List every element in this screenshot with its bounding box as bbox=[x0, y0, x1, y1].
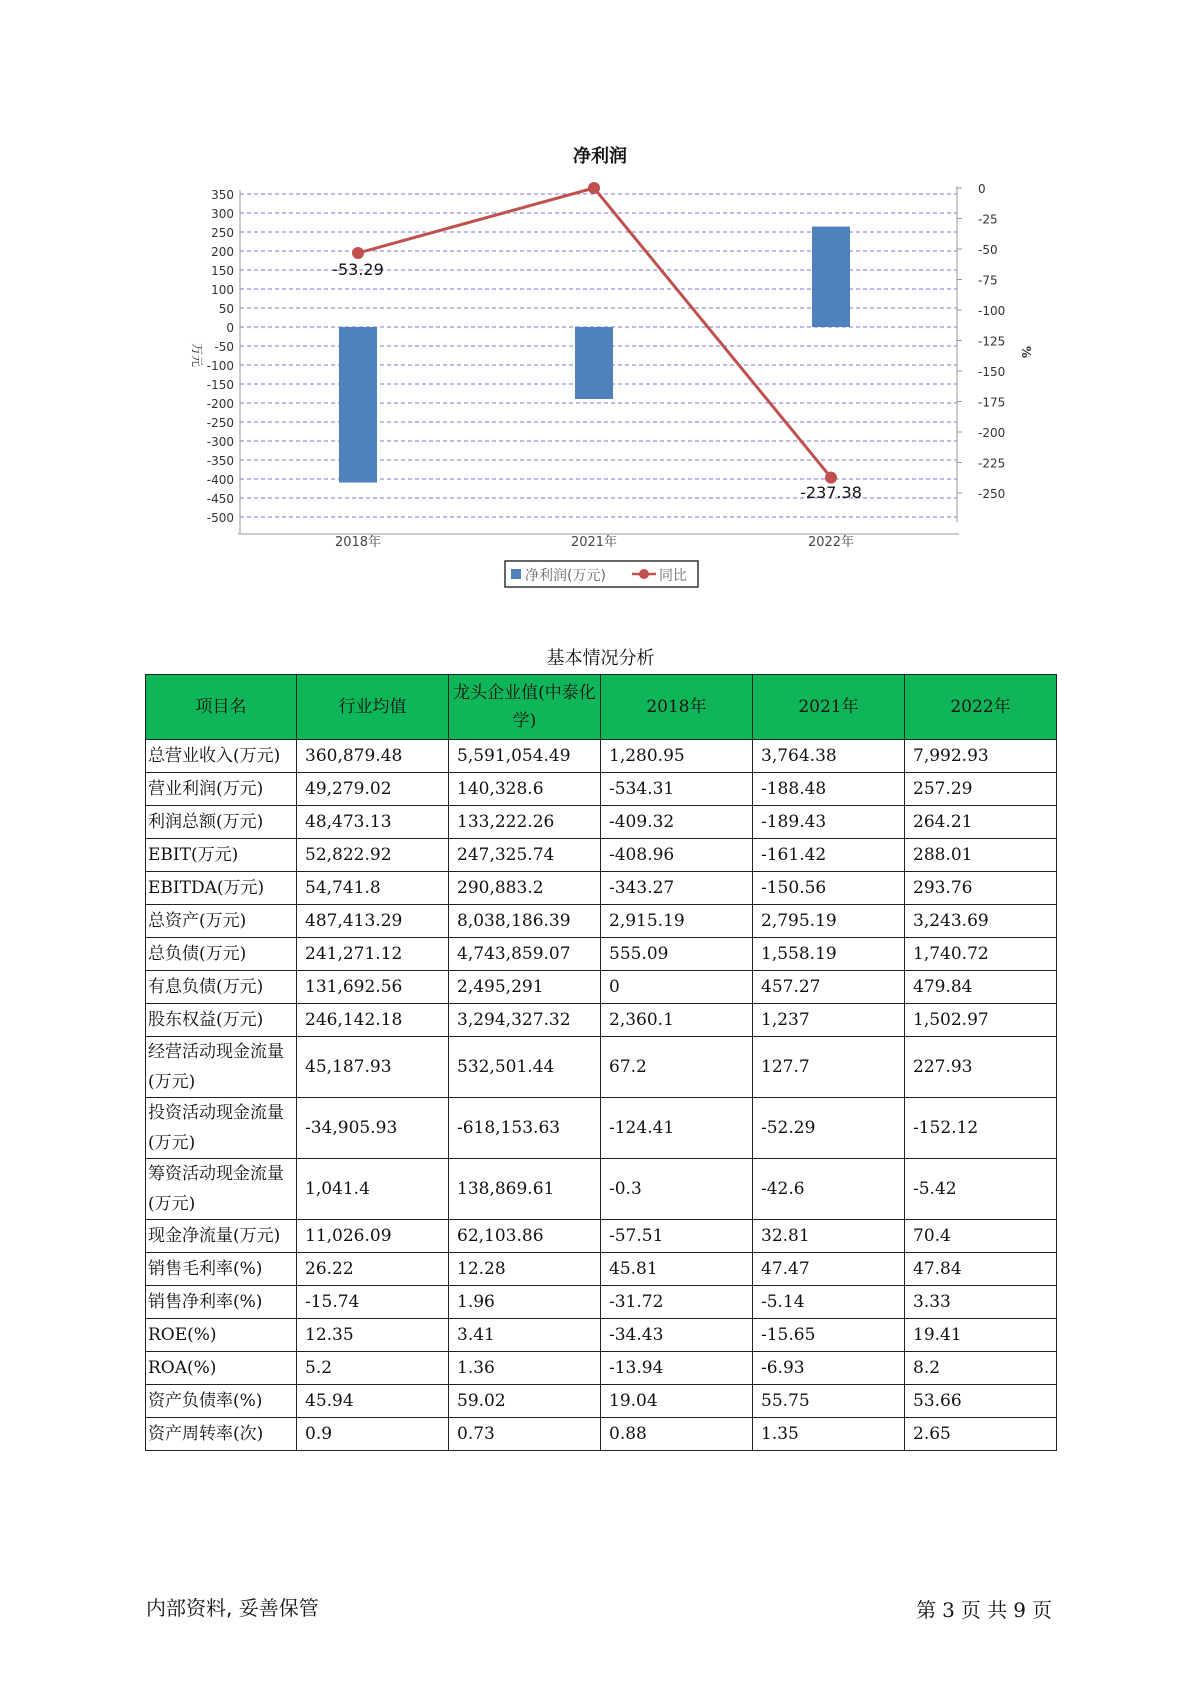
table-cell: -6.93 bbox=[753, 1352, 905, 1385]
y-right-tick-label: -25 bbox=[978, 212, 998, 227]
table-cell: 293.76 bbox=[905, 872, 1057, 905]
table-cell: 70.4 bbox=[905, 1220, 1057, 1253]
y-left-tick-label: -300 bbox=[206, 435, 234, 449]
y-left-tick-label: 300 bbox=[211, 207, 234, 221]
page-prefix: 第 bbox=[916, 1598, 937, 1622]
bar-net-profit bbox=[575, 327, 613, 399]
table-cell: 3.41 bbox=[449, 1319, 601, 1352]
table-cell: 0.9 bbox=[297, 1418, 449, 1451]
y-left-tick-label: 100 bbox=[211, 283, 234, 297]
table-row bbox=[146, 938, 1057, 971]
table-cell: 26.22 bbox=[297, 1253, 449, 1286]
table-cell: -57.51 bbox=[601, 1220, 753, 1253]
row-label: 销售净利率(%) bbox=[146, 1286, 297, 1319]
x-tick-label: 2022年 bbox=[807, 535, 855, 550]
table-cell: 532,501.44 bbox=[449, 1037, 601, 1098]
legend-bar-swatch bbox=[511, 569, 521, 579]
table-cell: 2,495,291 bbox=[449, 971, 601, 1004]
row-label: 资产周转率(次) bbox=[146, 1418, 297, 1451]
row-label: 利润总额(万元) bbox=[146, 806, 297, 839]
row-label: 经营活动现金流量(万元) bbox=[146, 1037, 297, 1098]
table-cell: 5,591,054.49 bbox=[449, 740, 601, 773]
table-cell: 227.93 bbox=[905, 1037, 1057, 1098]
table-row bbox=[146, 1004, 1057, 1037]
table-cell: 131,692.56 bbox=[297, 971, 449, 1004]
y-right-tick-label: -50 bbox=[978, 243, 998, 257]
y-right-tick-label: -100 bbox=[978, 304, 1006, 318]
table-cell: 45,187.93 bbox=[297, 1037, 449, 1098]
table-cell: 3.33 bbox=[905, 1286, 1057, 1319]
table-cell: 487,413.29 bbox=[297, 905, 449, 938]
table-cell: 264.21 bbox=[905, 806, 1057, 839]
table-cell: 7,992.93 bbox=[905, 740, 1057, 773]
bar-net-profit bbox=[812, 227, 850, 327]
table-row bbox=[146, 1286, 1057, 1319]
column-header: 行业均值 bbox=[297, 675, 449, 740]
x-tick-label: 2018年 bbox=[334, 535, 382, 550]
row-label: 销售毛利率(%) bbox=[146, 1253, 297, 1286]
table-cell: -34,905.93 bbox=[297, 1098, 449, 1159]
table-row bbox=[146, 1253, 1057, 1286]
table-cell: 32.81 bbox=[753, 1220, 905, 1253]
table-cell: -188.48 bbox=[753, 773, 905, 806]
row-label: 筹资活动现金流量(万元) bbox=[146, 1159, 297, 1220]
footer-page-number bbox=[913, 1594, 1055, 1623]
table-cell: 1,280.95 bbox=[601, 740, 753, 773]
table-cell: -343.27 bbox=[601, 872, 753, 905]
table-row bbox=[146, 1098, 1057, 1159]
table-cell: 241,271.12 bbox=[297, 938, 449, 971]
column-header: 项目名 bbox=[146, 675, 297, 740]
table-row bbox=[146, 971, 1057, 1004]
table-row bbox=[146, 1352, 1057, 1385]
y-left-tick-label: -50 bbox=[214, 340, 234, 354]
net-profit-chart bbox=[0, 0, 1191, 600]
table-cell: 2,360.1 bbox=[601, 1004, 753, 1037]
table-cell: 2,915.19 bbox=[601, 905, 753, 938]
x-tick-label: 2021年 bbox=[570, 535, 618, 550]
data-label: -237.38 bbox=[800, 483, 862, 502]
y-left-tick-label: 350 bbox=[211, 188, 234, 202]
table-row bbox=[146, 1220, 1057, 1253]
table-cell: -150.56 bbox=[753, 872, 905, 905]
table-cell: 19.41 bbox=[905, 1319, 1057, 1352]
y-right-axis-title: % bbox=[1019, 345, 1033, 359]
table-cell: 54,741.8 bbox=[297, 872, 449, 905]
table-cell: 133,222.26 bbox=[449, 806, 601, 839]
bar-net-profit bbox=[339, 327, 377, 483]
table-cell: -13.94 bbox=[601, 1352, 753, 1385]
table-header-row bbox=[146, 675, 1057, 740]
table-cell: 11,026.09 bbox=[297, 1220, 449, 1253]
table-cell: 45.94 bbox=[297, 1385, 449, 1418]
table-cell: 138,869.61 bbox=[449, 1159, 601, 1220]
y-left-tick-label: -400 bbox=[206, 473, 234, 487]
table-row bbox=[146, 1418, 1057, 1451]
table-cell: -189.43 bbox=[753, 806, 905, 839]
table-cell: 360,879.48 bbox=[297, 740, 449, 773]
table-cell: -124.41 bbox=[601, 1098, 753, 1159]
column-header: 2021年 bbox=[753, 675, 905, 740]
table-cell: 1,740.72 bbox=[905, 938, 1057, 971]
chart-title: 净利润 bbox=[573, 146, 627, 167]
table-cell: 53.66 bbox=[905, 1385, 1057, 1418]
table-cell: -161.42 bbox=[753, 839, 905, 872]
y-left-tick-label: 150 bbox=[211, 264, 234, 278]
row-label: 股东权益(万元) bbox=[146, 1004, 297, 1037]
table-cell: 127.7 bbox=[753, 1037, 905, 1098]
line-yoy-point bbox=[825, 472, 837, 484]
y-left-tick-label: -200 bbox=[206, 397, 234, 411]
table-cell: 247,325.74 bbox=[449, 839, 601, 872]
table-cell: 246,142.18 bbox=[297, 1004, 449, 1037]
y-left-tick-label: -250 bbox=[206, 416, 234, 430]
table-cell: 52,822.92 bbox=[297, 839, 449, 872]
row-label: EBITDA(万元) bbox=[146, 872, 297, 905]
table-cell: -42.6 bbox=[753, 1159, 905, 1220]
y-right-tick-label: -75 bbox=[978, 273, 998, 288]
table-cell: 1.35 bbox=[753, 1418, 905, 1451]
table-cell: 457.27 bbox=[753, 971, 905, 1004]
table-cell: 55.75 bbox=[753, 1385, 905, 1418]
table-cell: -31.72 bbox=[601, 1286, 753, 1319]
y-left-tick-label: 0 bbox=[226, 321, 234, 335]
table-cell: 1.96 bbox=[449, 1286, 601, 1319]
y-right-tick-label: -175 bbox=[978, 395, 1006, 410]
row-label: 总资产(万元) bbox=[146, 905, 297, 938]
table-cell: 1,558.19 bbox=[753, 938, 905, 971]
y-right-tick-label: -125 bbox=[978, 334, 1006, 349]
table-cell: 1,502.97 bbox=[905, 1004, 1057, 1037]
table-cell: 2,795.19 bbox=[753, 905, 905, 938]
table-cell: -618,153.63 bbox=[449, 1098, 601, 1159]
row-label: 投资活动现金流量(万元) bbox=[146, 1098, 297, 1159]
table-cell: 0 bbox=[601, 971, 753, 1004]
table-cell: -409.32 bbox=[601, 806, 753, 839]
row-label: 现金净流量(万元) bbox=[146, 1220, 297, 1253]
table-row bbox=[146, 905, 1057, 938]
row-label: 营业利润(万元) bbox=[146, 773, 297, 806]
y-right-tick-label: -150 bbox=[978, 365, 1006, 379]
page-current: 3 bbox=[942, 1598, 955, 1622]
table-cell: 47.84 bbox=[905, 1253, 1057, 1286]
page-mid: 页 共 bbox=[960, 1598, 1008, 1622]
row-label: ROE(%) bbox=[146, 1319, 297, 1352]
legend-label-yoy: 同比 bbox=[659, 568, 687, 584]
table-cell: 48,473.13 bbox=[297, 806, 449, 839]
table-row bbox=[146, 1159, 1057, 1220]
data-label: -53.29 bbox=[332, 260, 384, 279]
y-left-tick-label: 250 bbox=[211, 226, 234, 240]
y-left-axis-title: 万元 bbox=[190, 342, 204, 368]
table-cell: 4,743,859.07 bbox=[449, 938, 601, 971]
y-left-tick-label: 50 bbox=[218, 302, 234, 316]
column-header: 2018年 bbox=[601, 675, 753, 740]
legend-line-marker bbox=[639, 569, 649, 579]
column-header: 龙头企业值(中泰化学) bbox=[449, 675, 601, 740]
table-cell: 1.36 bbox=[449, 1352, 601, 1385]
table-cell: 59.02 bbox=[449, 1385, 601, 1418]
table-cell: 5.2 bbox=[297, 1352, 449, 1385]
row-label: 总负债(万元) bbox=[146, 938, 297, 971]
table-cell: 12.35 bbox=[297, 1319, 449, 1352]
y-left-tick-label: -350 bbox=[206, 454, 234, 468]
analysis-table bbox=[145, 674, 1057, 1451]
table-cell: 2.65 bbox=[905, 1418, 1057, 1451]
table-cell: 19.04 bbox=[601, 1385, 753, 1418]
y-left-tick-label: -450 bbox=[206, 492, 234, 506]
table-cell: 49,279.02 bbox=[297, 773, 449, 806]
table-cell: -534.31 bbox=[601, 773, 753, 806]
y-right-tick-label: -250 bbox=[978, 487, 1006, 501]
table-cell: -52.29 bbox=[753, 1098, 905, 1159]
table-cell: 8.2 bbox=[905, 1352, 1057, 1385]
table-cell: 47.47 bbox=[753, 1253, 905, 1286]
table-cell: 67.2 bbox=[601, 1037, 753, 1098]
row-label: 资产负债率(%) bbox=[146, 1385, 297, 1418]
table-cell: -5.42 bbox=[905, 1159, 1057, 1220]
row-label: 总营业收入(万元) bbox=[146, 740, 297, 773]
column-header: 2022年 bbox=[905, 675, 1057, 740]
legend-label-net-profit: 净利润(万元) bbox=[525, 568, 606, 584]
table-row bbox=[146, 740, 1057, 773]
line-yoy-point bbox=[588, 182, 600, 194]
table-cell: -152.12 bbox=[905, 1098, 1057, 1159]
table-cell: 288.01 bbox=[905, 839, 1057, 872]
table-cell: -408.96 bbox=[601, 839, 753, 872]
y-left-tick-label: -150 bbox=[206, 378, 234, 392]
table-cell: 290,883.2 bbox=[449, 872, 601, 905]
footer-confidential: 内部资料, 妥善保管 bbox=[146, 1596, 319, 1620]
table-cell: 140,328.6 bbox=[449, 773, 601, 806]
row-label: 有息负债(万元) bbox=[146, 971, 297, 1004]
table-cell: 12.28 bbox=[449, 1253, 601, 1286]
table-cell: 257.29 bbox=[905, 773, 1057, 806]
table-cell: 3,764.38 bbox=[753, 740, 905, 773]
y-left-tick-label: -100 bbox=[206, 359, 234, 373]
table-cell: 0.88 bbox=[601, 1418, 753, 1451]
table-cell: 1,041.4 bbox=[297, 1159, 449, 1220]
table-cell: 3,294,327.32 bbox=[449, 1004, 601, 1037]
table-cell: -34.43 bbox=[601, 1319, 753, 1352]
table-cell: -0.3 bbox=[601, 1159, 753, 1220]
page-total: 9 bbox=[1013, 1598, 1026, 1622]
table-cell: 45.81 bbox=[601, 1253, 753, 1286]
table-cell: -15.74 bbox=[297, 1286, 449, 1319]
table-row bbox=[146, 1385, 1057, 1418]
line-yoy-point bbox=[352, 247, 364, 259]
row-label: ROA(%) bbox=[146, 1352, 297, 1385]
table-cell: -15.65 bbox=[753, 1319, 905, 1352]
table-caption: 基本情况分析 bbox=[546, 648, 655, 669]
table-row bbox=[146, 872, 1057, 905]
table-row bbox=[146, 806, 1057, 839]
table-cell: 3,243.69 bbox=[905, 905, 1057, 938]
table-row bbox=[146, 839, 1057, 872]
table-cell: -5.14 bbox=[753, 1286, 905, 1319]
y-left-tick-label: -500 bbox=[206, 511, 234, 525]
table-row bbox=[146, 1319, 1057, 1352]
table-row bbox=[146, 1037, 1057, 1098]
y-left-tick-label: 200 bbox=[211, 245, 234, 259]
row-label: EBIT(万元) bbox=[146, 839, 297, 872]
table-cell: 1,237 bbox=[753, 1004, 905, 1037]
table-cell: 8,038,186.39 bbox=[449, 905, 601, 938]
table-cell: 479.84 bbox=[905, 971, 1057, 1004]
y-right-tick-label: -200 bbox=[978, 426, 1006, 440]
page-suffix: 页 bbox=[1032, 1598, 1052, 1622]
table-cell: 555.09 bbox=[601, 938, 753, 971]
table-cell: 62,103.86 bbox=[449, 1220, 601, 1253]
y-right-tick-label: -225 bbox=[978, 456, 1006, 471]
table-cell: 0.73 bbox=[449, 1418, 601, 1451]
y-right-tick-label: 0 bbox=[978, 182, 986, 196]
table-row bbox=[146, 773, 1057, 806]
